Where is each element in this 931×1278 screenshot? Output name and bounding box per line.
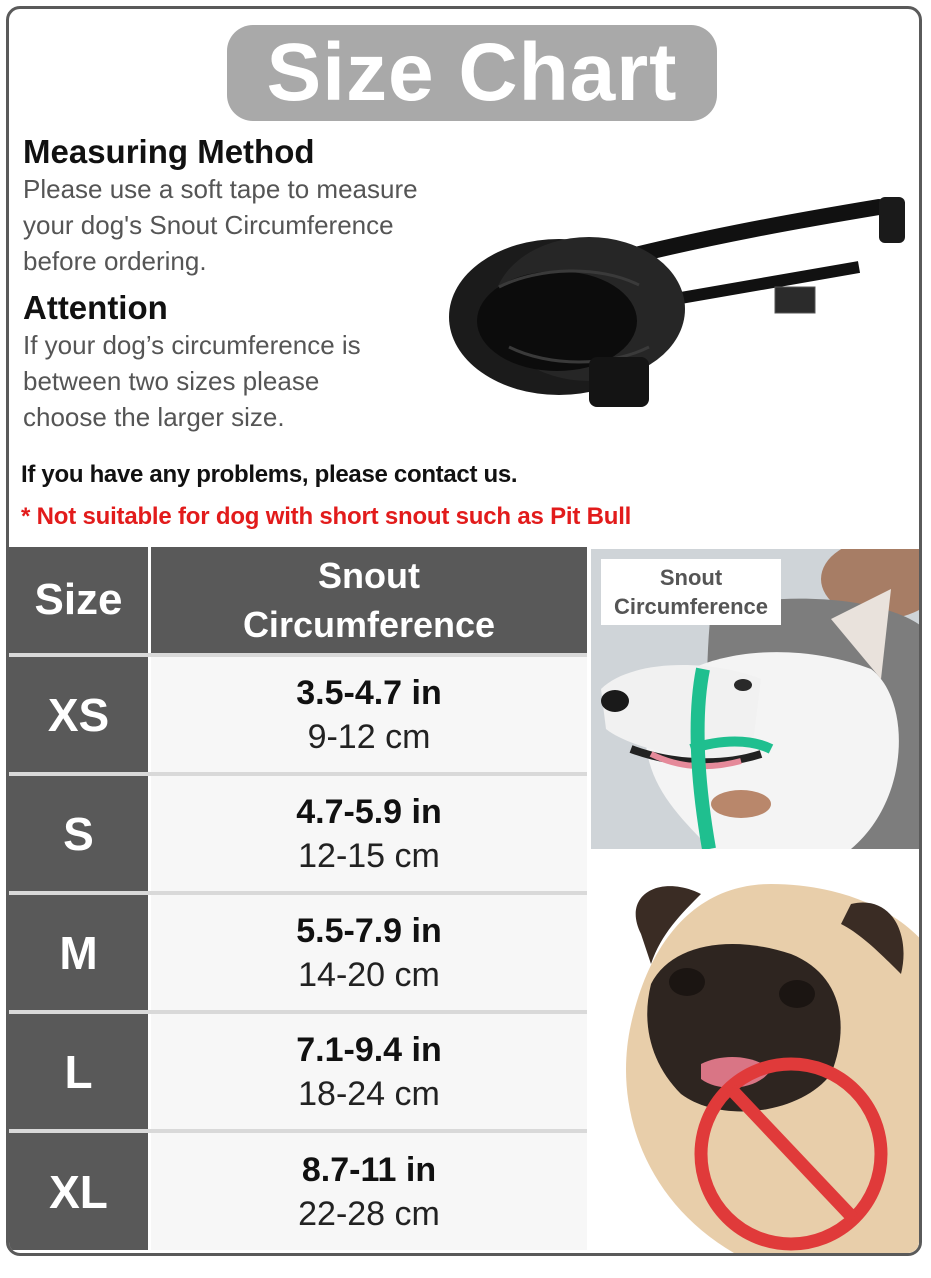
cm-value: 9-12 cm <box>307 717 431 756</box>
contact-note: If you have any problems, please contact us. <box>21 461 518 488</box>
page-title: Size Chart <box>266 27 678 118</box>
pug-not-suitable-photo <box>591 854 922 1256</box>
attention-line: between two sizes please <box>23 365 320 396</box>
size-values <box>151 657 587 772</box>
title-banner <box>227 25 717 121</box>
size-values <box>151 1133 587 1250</box>
size-values <box>151 1014 587 1129</box>
size-values <box>151 776 587 891</box>
attention-line: choose the larger size. <box>23 401 285 432</box>
muzzle-image <box>439 197 919 437</box>
size-table <box>9 547 587 1250</box>
inches-value: 3.5-4.7 in <box>296 673 442 712</box>
cm-value: 12-15 cm <box>298 836 440 875</box>
size-label: S <box>9 776 151 891</box>
header-snout-line: Circumference <box>242 604 496 645</box>
inches-value: 7.1-9.4 in <box>296 1030 442 1069</box>
cm-value: 22-28 cm <box>298 1194 440 1233</box>
snout-label-line: Snout <box>659 565 723 590</box>
attention-heading: Attention <box>23 288 168 326</box>
measuring-line: before ordering. <box>23 245 207 276</box>
husky-measuring-photo <box>591 549 922 849</box>
measuring-heading: Measuring Method <box>23 133 315 170</box>
pug-illustration <box>591 854 922 1256</box>
cm-value: 14-20 cm <box>298 955 440 994</box>
table-header <box>9 547 587 655</box>
header-size: Size <box>9 547 151 653</box>
measuring-line: your dog's Snout Circumference <box>23 209 394 240</box>
attention-line: If your dog’s circumference is <box>23 329 361 360</box>
size-label: M <box>9 895 151 1010</box>
snout-circumference-label <box>601 559 781 625</box>
table-row <box>9 1131 587 1250</box>
size-values <box>151 895 587 1010</box>
table-row <box>9 774 587 893</box>
size-label: XL <box>9 1133 151 1250</box>
snout-label-line: Circumference <box>613 594 769 619</box>
size-chart-card <box>6 6 922 1256</box>
table-row <box>9 655 587 774</box>
size-label: L <box>9 1014 151 1129</box>
inches-value: 8.7-11 in <box>301 1150 437 1189</box>
cm-value: 18-24 cm <box>298 1074 440 1113</box>
short-snout-warning: * Not suitable for dog with short snout such as Pit Bull <box>21 503 632 530</box>
size-label: XS <box>9 657 151 772</box>
table-row <box>9 1012 587 1131</box>
measuring-line: Please use a soft tape to measure <box>23 173 418 204</box>
inches-value: 5.5-7.9 in <box>296 911 442 950</box>
inches-value: 4.7-5.9 in <box>296 792 442 831</box>
header-snout-line: Snout <box>318 555 420 596</box>
header-snout <box>151 547 587 653</box>
table-row <box>9 893 587 1012</box>
